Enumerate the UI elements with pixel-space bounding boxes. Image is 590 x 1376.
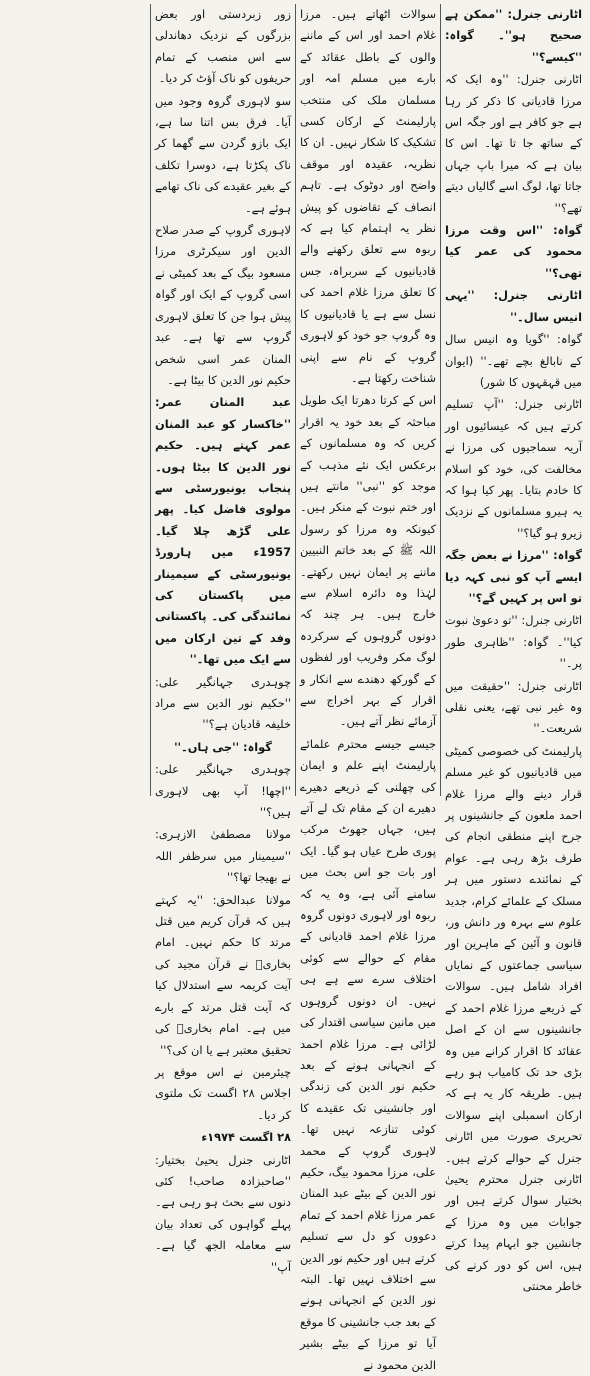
paragraph: عبد المنان عمر: ''خاکسار کو عبد المنان عمر کہتے ہیں۔ حکیم نور الدین کا بیٹا ہوں۔ پنجاب یونیورسٹی سے مولوی فاضل کیا۔ پھر علی گڑھ چلا گیا۔ 1957ء میں ہارورڈ یونیورسٹی کے سیمینار میں پاکستان کی نمائندگی کی۔ پاکستانی وفد کے تین ارکان میں سے ایک میں تھا۔'' [155,395,291,667]
paragraph: مولانا عبدالحق: ''یہ کہتے ہیں کہ قرآن کریم میں قتل مرتد کا حکم نہیں۔ امام بخاریؒ نے قرآن مجید کی آیت کریمہ سے استدلال کیا کہ آیت قتل مرتد کے بارے میں ہے۔ امام بخاریؒ کی تحقیق معتبر ہے یا ان کی؟'' [155,892,291,1057]
paragraph: چیئرمین نے اس موقع پر اجلاس ۲۸ اگست تک ملتوی کر دیا۔ [155,1064,291,1122]
column-3 [151,4,296,1274]
paragraph: گواہ: ''گویا وہ انیس سال کے نابالغ بچے تھے۔'' (ایوان میں قہقہوں کا شور) [445,332,582,389]
column-4 [6,4,151,796]
paragraph: اٹارنی جنرل: ''یہی انیس سال۔'' [445,288,582,324]
column-1 [441,4,586,1293]
paragraph: سو لاہوری گروہ وجود میں آیا۔ فرق بس اتنا سا ہے، ایک بازو گردن سے گھما کر ناک پکڑتا ہے، دوسرا تکلف کے بغیر عقیدے کی ناک تھامے ہوئے ہے۔ [155,93,291,215]
paragraph: اٹارنی جنرل: ''آپ تسلیم کرتے ہیں کہ عیسائیوں اور آریہ سماجیوں کی مرزا نے مخالفت کی، خود کو اسلام کا خادم بتایا۔ پھر کیا ہوا کہ یہ ہیرو مسلمانوں کے نزدیک زیرو ہو گیا؟'' [445,397,582,540]
paragraph: سوالات اٹھاتے ہیں۔ مرزا غلام احمد اور اس کے ماننے والوں کے باطل عقائد کے بارے میں مسلم امہ اور مسلمان ملک کی منتخب پارلیمنٹ کے ارکان کسی تشکیک کا شکار نہیں۔ ان کا نظریہ، عقیدہ اور موقف واضح اور دوٹوک ہے۔ تاہم انصاف کے تقاضوں کو پیش نظر یہ اہتمام کیا ہے کہ ربوہ سے تعلق رکھنے والے قادیانیوں کے سربراہ، جس کا تعلق مرزا غلام احمد کی نسل سے ہے یا قادیانیوں کا وہ گروپ جو خود کو لاہوری گروپ کے نام سے اپنی شناخت رکھتا ہے۔ [300,7,436,385]
paragraph: گواہ: ''جی ہاں۔'' [174,739,272,754]
paragraph: پارلیمنٹ کی خصوصی کمیٹی میں قادیانیوں کو غیر مسلم قرار دینے والے مرزا غلام احمد ملعون کے جانشینوں پر جرح اپنے منطقی انجام کی طرف بڑھ رہی ہے۔ عوام کے نمائندے دستور میں ہر مسلک کے علمائے کرام، جدید علوم سے بہرہ ور دانش ور، قانون و آئین کے ماہرین اور سیاسی جماعتوں کے نمایاں افراد شامل ہیں۔ سوالات کے ذریعے مرزا غلام احمد کے جانشینوں سے ان کے اصل عقائد کا اقرار کرانے میں وہ بڑی حد تک کامیاب ہو رہے ہیں۔ طریقہ کار یہ ہے کہ ارکان اسمبلی اپنے سوالات تحریری صورت میں اٹارنی جنرل کے حوالے کرتے ہیں۔ اٹارنی جنرل محترم یحییٰ بختیار سوال کرتے ہیں اور جوابات میں وہ مرزا کے جانشین جو ابہام پیدا کرتے ہیں، اس کو دور کرنے کی خاطر محنتی [445,743,582,1293]
paragraph: مولانا مصطفیٰ الازہری: ''سیمینار میں سرظفر اللہ نے بھیجا تھا؟'' [155,827,291,885]
paragraph: گواہ: ''مرزا نے بعض جگہ ایسے آپ کو نبی کہہ دیا تو اس پر کہیں گے؟'' [445,548,582,605]
paragraph: لاہوری گروپ کے صدر صلاح الدین اور سیکرٹری مرزا مسعود بیگ کے بعد کمیٹی نے اسی گروپ کے ایک اور گواہ پیش ہوا جن کا تعلق لاہوری گروپ سے تھا ہے۔ عبد المنان عمر اسی شخص حکیم نور الدین کا بیٹا ہے۔ [155,223,291,387]
paragraph: چوہدری جہانگیر علی: ''اچھا! آپ بھی لاہوری ہیں؟'' [155,762,291,820]
paragraph: اس کے کرتا دھرتا ایک طویل مباحثہ کے بعد خود یہ اقرار کریں کہ وہ مسلمانوں کے برعکس ایک نئے مذہب کے موجد کو ''نبی'' مانتے ہیں اور ختم نبوت کے منکر ہیں۔ کیونکہ وہ مرزا کو رسول اللہ ﷺ کے بعد خاتم النبیین ماننے پر ایمان نہیں رکھتے۔ لہٰذا وہ دائرہ اسلام سے خارج ہیں۔ ہر چند کہ دونوں گروہوں کے سرکردہ لوگ مکر وفریب اور لفظوں کے گورکھ دھندے سے انکار و اقرار کے بہر اخراج سے آزمائے نظر آتے ہیں۔ [300,393,436,729]
date-heading: ۲۸ اگست ۱۹۷۴ء [201,1130,291,1145]
paragraph: اٹارنی جنرل: ''تو دعویٰ نبوت کیا''۔ گواہ: ''ظاہری طور پر۔'' [445,613,582,671]
column-2 [296,4,441,1372]
paragraph: اٹارنی جنرل: ''ممکن ہے صحیح ہو''۔ گواہ: ''کیسے؟'' [445,7,582,64]
paragraph: اٹارنی جنرل یحییٰ بختیار: ''صاحبزادہ صاحب! کئی دنوں سے بحث ہو رہی ہے۔ پہلے گواہوں کی تعداد بیان سے معاملہ الجھ گیا ہے۔ آپ'' [155,1152,291,1274]
paragraph: چوہدری جہانگیر علی: ''حکیم نور الدین سے مراد خلیفہ قادیان ہے؟'' [155,674,291,732]
paragraph: زور زبردستی اور بعض بزرگوں کے نزدیک دھاندلی سے اس منصب کے تمام حریفوں کو ناک آؤٹ کر دیا۔ [155,7,291,86]
paragraph: جیسے جیسے محترم علمائے پارلیمنٹ اپنے علم و ایمان کی چھلنی کے ذریعے دھیرے دھیرے ان کے مقام تک لے آتے ہیں، جہاں جھوٹ مرکب پوری طرح عیاں ہو گیا۔ ایک اور بات جو اس بحث میں سامنے آئی ہے، وہ یہ کہ ربوہ اور لاہوری دونوں گروہ مرزا غلام احمد قادیانی کے مقام کے حوالے سے کوئی اختلاف سرے سے ہے ہی نہیں۔ ان دونوں گروہوں میں مانین سیاسی اقتدار کی لڑائی ہے۔ مرزا غلام احمد کے انجہانی ہونے کے بعد حکیم نور الدین کی زندگی اور جانشینی تک عقیدے کا کوئی تنازعہ نہیں تھا۔ لاہوری گروپ کے محمد علی، مرزا محمود بیگ، حکیم نور الدین کے بیٹے عبد المنان عمر مرزا غلام احمد کے تمام دعووں کو دل سے تسلیم کرتے ہیں اور حکیم نور الدین سے اختلاف نہیں تھا۔ البتہ نور الدین کے انجہانی ہونے کے بعد جب جانشینی کا موقع آیا تو مرزا کے بیٹے بشیر الدین محمود نے [300,736,436,1372]
newspaper-page [4,4,586,1372]
paragraph: اٹارنی جنرل: ''وہ ایک کہ مرزا قادیانی کا ذکر کر رہا ہے جو کافر ہے اور جگہ اس کے ساتھ جا تا تھا۔ اس کا بیان ہے کہ میرا باپ جہاں جاتا تھا، لوگ اسے گالیاں دیتے تھے؟'' [445,72,582,215]
paragraph: گواہ: ''اس وقت مرزا محمود کی عمر کیا تھی؟'' [445,223,582,280]
paragraph: اٹارنی جنرل: ''حقیقت میں وہ غیر نبی تھے، یعنی نقلی شریعت۔'' [445,678,582,736]
